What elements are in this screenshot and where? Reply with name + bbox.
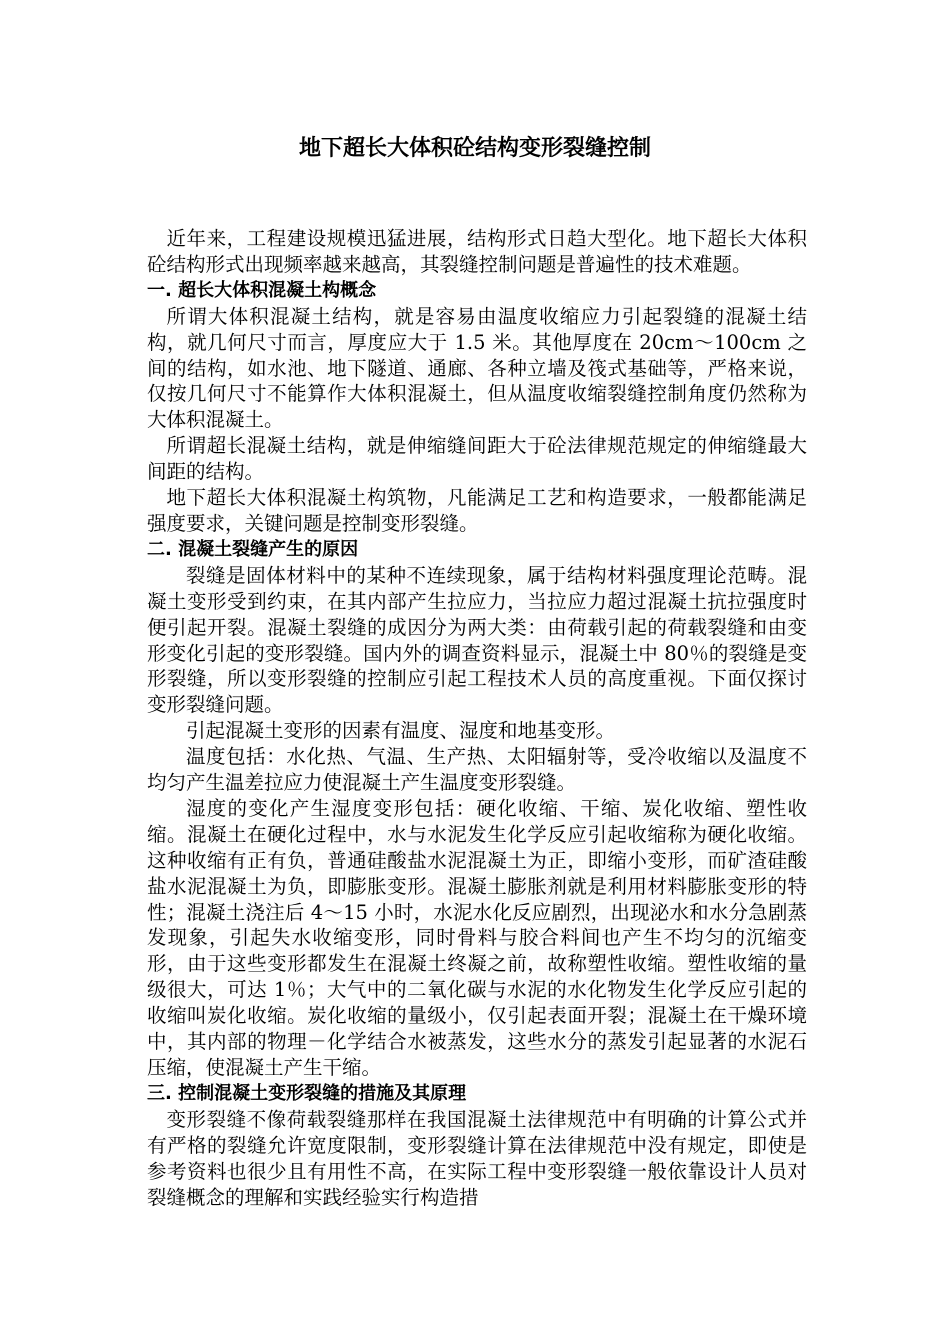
section-1-paragraph-2: 所谓超长混凝土结构，就是伸缩缝间距大于砼法律规范规定的伸缩缝最大间距的结构。: [147, 434, 807, 484]
section-2-paragraph-4: 湿度的变化产生湿度变形包括：硬化收缩、干缩、炭化收缩、塑性收缩。混凝土在硬化过程中，水与水泥发生化学反应引起收缩称为硬化收缩。这种收缩有正有负，普通硅酸盐水泥混凝土为正，即缩小变形，而矿渣硅酸盐水泥混凝土为负，即膨胀变形。混凝土膨胀剂就是利用材料膨胀变形的特性；混凝土浇注后 4～15 小时，水泥水化反应剧烈，出现泌水和水分急剧蒸发现象，引起失水收缩变形，同时骨料与胶合料间也产生不均匀的沉缩变形，由于这些变形都发生在混凝土终凝之前，故称塑性收缩。塑性收缩的量级很大，可达 1％；大气中的二氧化碳与水泥的水化物发生化学反应引起的收缩叫炭化收缩。炭化收缩的量级小，仅引起表面开裂；混凝土在干燥环境中，其内部的物理－化学结合水被蒸发，这些水分的蒸发引起显著的水泥石压缩，使混凝土产生干缩。: [147, 796, 807, 1079]
section-heading-3: 三. 控制混凝土变形裂缝的措施及其原理: [147, 1082, 467, 1104]
intro-paragraph: 近年来，工程建设规模迅猛进展，结构形式日趋大型化。地下超长大体积砼结构形式出现频率越来越高，其裂缝控制问题是普遍性的技术难题。: [147, 227, 807, 276]
document-body: [147, 226, 807, 1210]
section-2-paragraph-1: 裂缝是固体材料中的某种不连续现象，属于结构材料强度理论范畴。混凝土变形受到约束，在其内部产生拉应力，当拉应力超过混凝土抗拉强度时便引起开裂。混凝土裂缝的成因分为两大类：由荷载引起的荷载裂缝和由变形变化引起的变形裂缝。国内外的调查资料显示，混凝土中 80％的裂缝是变形裂缝，所以变形裂缝的控制应引起工程技术人员的高度重视。下面仅探讨变形裂缝问题。: [147, 563, 807, 717]
section-1-paragraph-3: 地下超长大体积混凝土构筑物，凡能满足工艺和构造要求，一般都能满足强度要求，关键问题是控制变形裂缝。: [147, 486, 807, 535]
document-title: 地下超长大体积砼结构变形裂缝控制: [298, 136, 651, 161]
section-3-paragraph-1: 变形裂缝不像荷载裂缝那样在我国混凝土法律规范中有明确的计算公式并有严格的裂缝允许宽度限制，变形裂缝计算在法律规范中没有规定，即使是参考资料也很少且有用性不高，在实际工程中变形裂缝一般依靠设计人员对裂缝概念的理解和实践经验实行构造措: [147, 1107, 807, 1209]
section-2-paragraph-3: 温度包括：水化热、气温、生产热、太阳辐射等，受冷收缩以及温度不均匀产生温差拉应力使混凝土产生温度变形裂缝。: [147, 745, 807, 795]
section-heading-2: 二. 混凝土裂缝产生的原因: [147, 538, 359, 560]
section-1-paragraph-1: 所谓大体积混凝土结构，就是容易由温度收缩应力引起裂缝的混凝土结构，就几何尺寸而言，厚度应大于 1.5 米。其他厚度在 20cm～100cm 之间的结构，如水池、地下隧道、通廊、各种立墙及筏式基础等，严格来说，仅按几何尺寸不能算作大体积混凝土，但从温度收缩裂缝控制角度仍然称为大体积混凝土。: [147, 304, 807, 432]
section-heading-1: 一. 超长大体积混凝土构概念: [147, 279, 377, 301]
section-2-paragraph-2: 引起混凝土变形的因素有温度、湿度和地基变形。: [186, 719, 616, 743]
